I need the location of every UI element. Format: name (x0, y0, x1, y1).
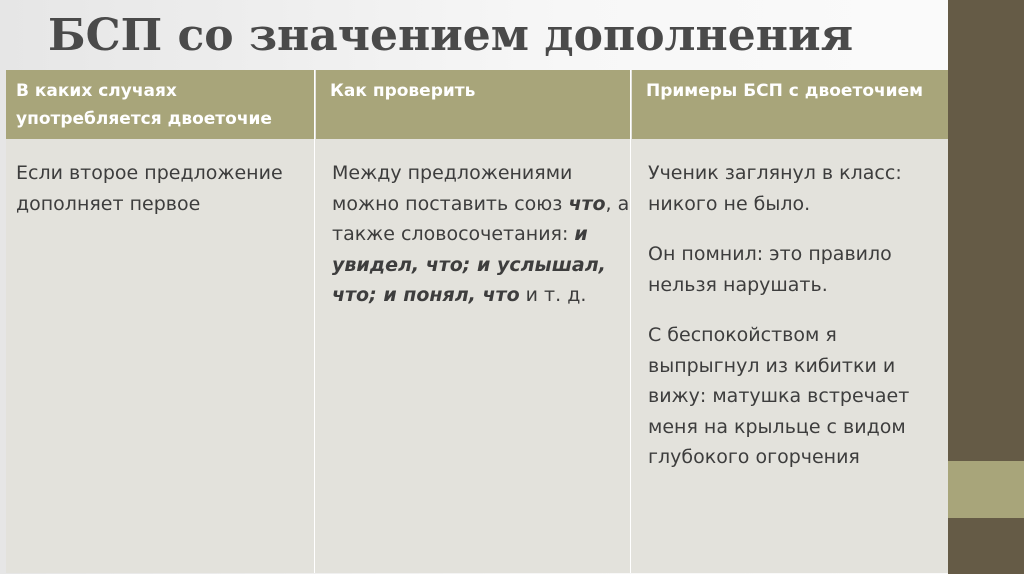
check-text-part1: Между предложениями можно поставить союз (332, 162, 573, 215)
example-sentence: Он помнил: это правило нельзя нарушать. (648, 243, 892, 296)
column-divider (314, 70, 315, 573)
slide-title: БСП со значением дополнения (48, 10, 854, 61)
example-sentence: Ученик заглянул в класс: никого не было. (648, 162, 902, 215)
cell-usage-cases (16, 158, 306, 219)
header-usage-cases: В каких случаях употребляется двоеточие (6, 70, 314, 139)
cell-examples (648, 158, 944, 493)
check-emphasis-conjunction: что (568, 192, 606, 215)
example-sentence: С беспокойством я выпрыгнул из кибитки и вижу: матушка встречает меня на крыльце с видом глубокого огорчения (648, 324, 910, 468)
cell-how-to-check (332, 158, 632, 311)
header-how-to-check: Как проверить (316, 70, 630, 139)
check-text-part2: , а также словосочетания: (332, 192, 630, 245)
column-divider (630, 70, 631, 573)
decorative-accent (948, 461, 1024, 518)
usage-case-text: Если второе предложение дополняет первое (16, 162, 283, 215)
content-table (6, 70, 948, 573)
check-emphasis-phrases: и увидел, что; и услышал, что; и понял, что (332, 223, 606, 306)
check-text-part3: и т. д. (525, 284, 587, 306)
header-examples: Примеры БСП с двоеточием (632, 70, 948, 139)
